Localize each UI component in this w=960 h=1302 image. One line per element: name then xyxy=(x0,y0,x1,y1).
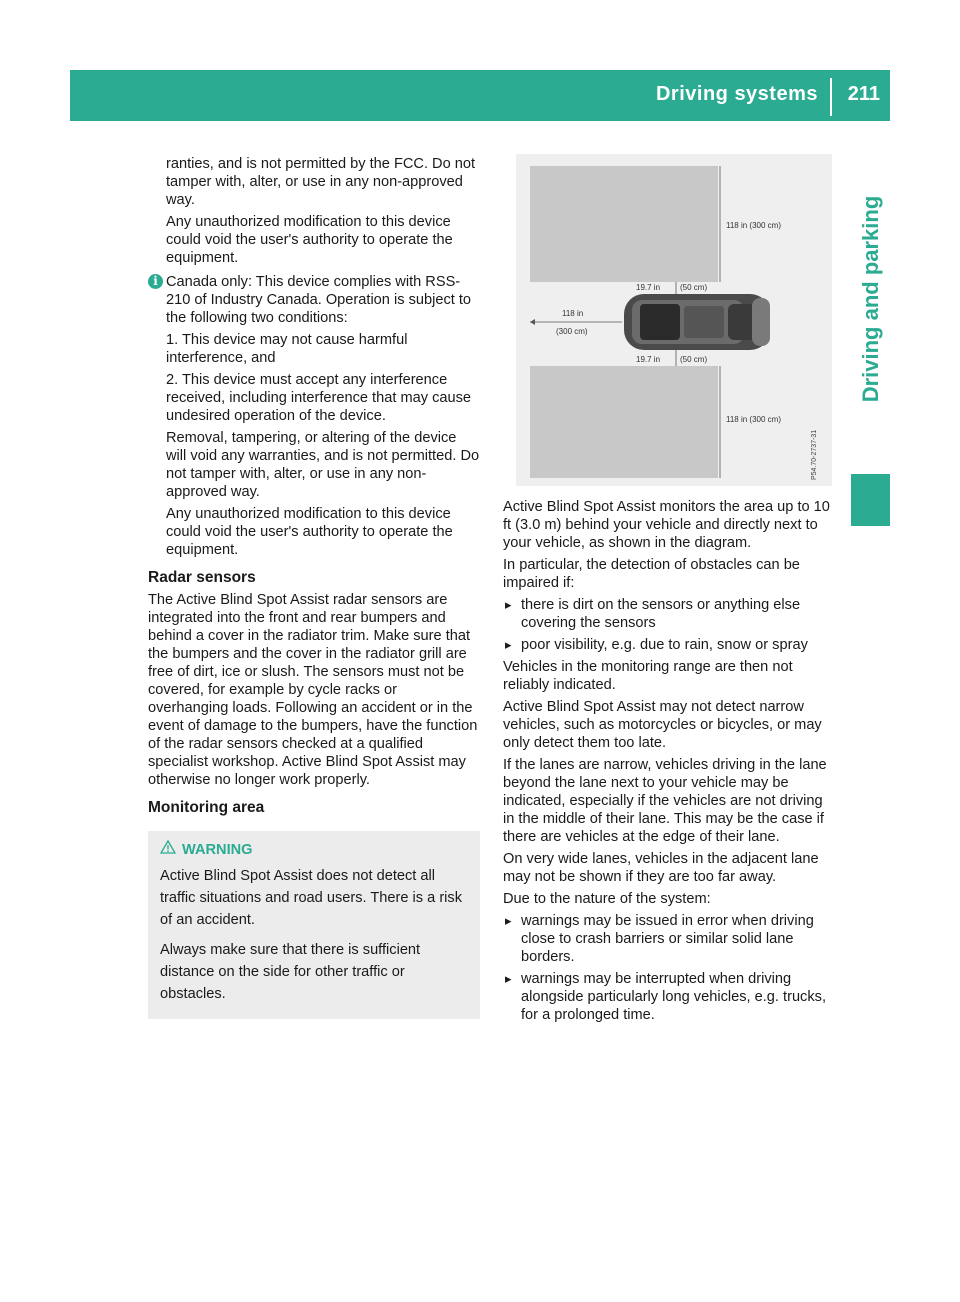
figure-code: P54.70-2737-31 xyxy=(811,429,818,480)
warning-triangle-icon xyxy=(160,839,176,861)
label-top-gap: 19.7 in xyxy=(636,283,661,292)
info-note xyxy=(148,273,480,559)
page-number: 211 xyxy=(847,83,880,105)
list-item: ▸ poor visibility, e.g. due to rain, snow or spray xyxy=(505,637,808,653)
info-icon: i xyxy=(148,274,163,289)
paragraph: Active Blind Spot Assist may not detect narrow vehicles, such as motorcycles or bicycles, or may only detect them too late. xyxy=(503,699,822,751)
label-behind-cm: (300 cm) xyxy=(556,327,588,336)
bullet-icon: ▸ xyxy=(505,913,512,928)
header-bar xyxy=(70,70,890,121)
side-tab-label: Driving and parking xyxy=(858,195,883,403)
paragraph: Any unauthorized modification to this device could void the user's authority to operate the equipment. xyxy=(166,506,453,558)
monitoring-heading: Monitoring area xyxy=(148,799,265,816)
label-behind: 118 in xyxy=(562,309,584,318)
bullet-icon: ▸ xyxy=(505,637,512,652)
paragraph: If the lanes are narrow, vehicles driving in the lane beyond the lane next to your vehicle may be indicated, especially if the vehicles are not driving in the middle of their lane. This may be the case if there are vehicles at the edge of their lane. xyxy=(503,757,827,845)
car-top-view xyxy=(624,294,770,350)
radar-heading: Radar sensors xyxy=(148,569,256,586)
label-bottom-gap-cm: (50 cm) xyxy=(680,355,708,364)
bullet-icon: ▸ xyxy=(505,597,512,612)
label-bottom-gap: 19.7 in xyxy=(636,355,661,364)
right-column xyxy=(503,498,835,1028)
label-bottom-length: 118 in (300 cm) xyxy=(726,415,781,424)
zone-top xyxy=(530,166,718,282)
label-top-length: 118 in (300 cm) xyxy=(726,221,781,230)
warning-label: WARNING xyxy=(182,842,253,858)
warning-header xyxy=(160,839,468,861)
zone-bottom xyxy=(530,366,718,478)
condition-1: 1. This device may not cause harmful interference, and xyxy=(166,332,408,366)
list-item: ▸ warnings may be issued in error when driving close to crash barriers or similar solid lane borders. xyxy=(505,913,814,965)
paragraph: In particular, the detection of obstacles can be impaired if: xyxy=(503,557,800,591)
list-item: ▸ there is dirt on the sensors or anything else covering the sensors xyxy=(505,597,801,631)
left-column xyxy=(148,155,480,1019)
warning-text-1: Active Blind Spot Assist does not detect all traffic situations and road users. There is a risk of an accident. xyxy=(160,868,463,928)
section-title: Driving systems xyxy=(655,83,818,105)
header-separator xyxy=(830,78,832,116)
info-text: Canada only: This device complies with RSS-210 of Industry Canada. Operation is subject to the following two conditions: xyxy=(166,274,472,326)
warning-text-2: Always make sure that there is sufficient distance on the side for other traffic or obstacles. xyxy=(160,942,421,1002)
paragraph: ranties, and is not permitted by the FCC. Do not tamper with, alter, or use in any non-approved way. xyxy=(166,156,476,208)
radar-text: The Active Blind Spot Assist radar sensors are integrated into the front and rear bumpers and behind a cover in the radiator trim. Make sure that the bumpers and the cover in the radiator grill are free of dirt, ice or slush. The sensors must not be covered, for example by cycle racks or overhanging loads. Following an accident or in the event of damage to the bumpers, have the function of the radar sensors checked at a qualified specialist workshop. Active Blind Spot Assist may otherwise no longer work properly. xyxy=(148,592,478,788)
paragraph: Vehicles in the monitoring range are then not reliably indicated. xyxy=(503,659,793,693)
condition-2: 2. This device must accept any interference received, including interference that may cause undesired operation of the device. xyxy=(166,372,472,424)
list-item: ▸ warnings may be interrupted when driving alongside particularly long vehicles, e.g. trucks, for a prolonged time. xyxy=(505,971,827,1023)
paragraph: On very wide lanes, vehicles in the adjacent lane may not be shown if they are too far away. xyxy=(503,851,819,885)
paragraph: Any unauthorized modification to this device could void the user's authority to operate the equipment. xyxy=(166,214,453,266)
paragraph: Active Blind Spot Assist monitors the area up to 10 ft (3.0 m) behind your vehicle and directly next to your vehicle, as shown in the diagram. xyxy=(503,499,830,551)
label-top-gap-cm: (50 cm) xyxy=(680,283,708,292)
monitoring-area-diagram xyxy=(516,154,832,486)
warning-box xyxy=(148,831,480,1019)
side-tab-marker xyxy=(851,474,890,526)
bullet-icon: ▸ xyxy=(505,971,512,986)
paragraph: Due to the nature of the system: xyxy=(503,891,711,907)
paragraph: Removal, tampering, or altering of the device will void any warranties, and is not permitted. Do not tamper with, alter, or use in any non-approved way. xyxy=(166,430,480,500)
